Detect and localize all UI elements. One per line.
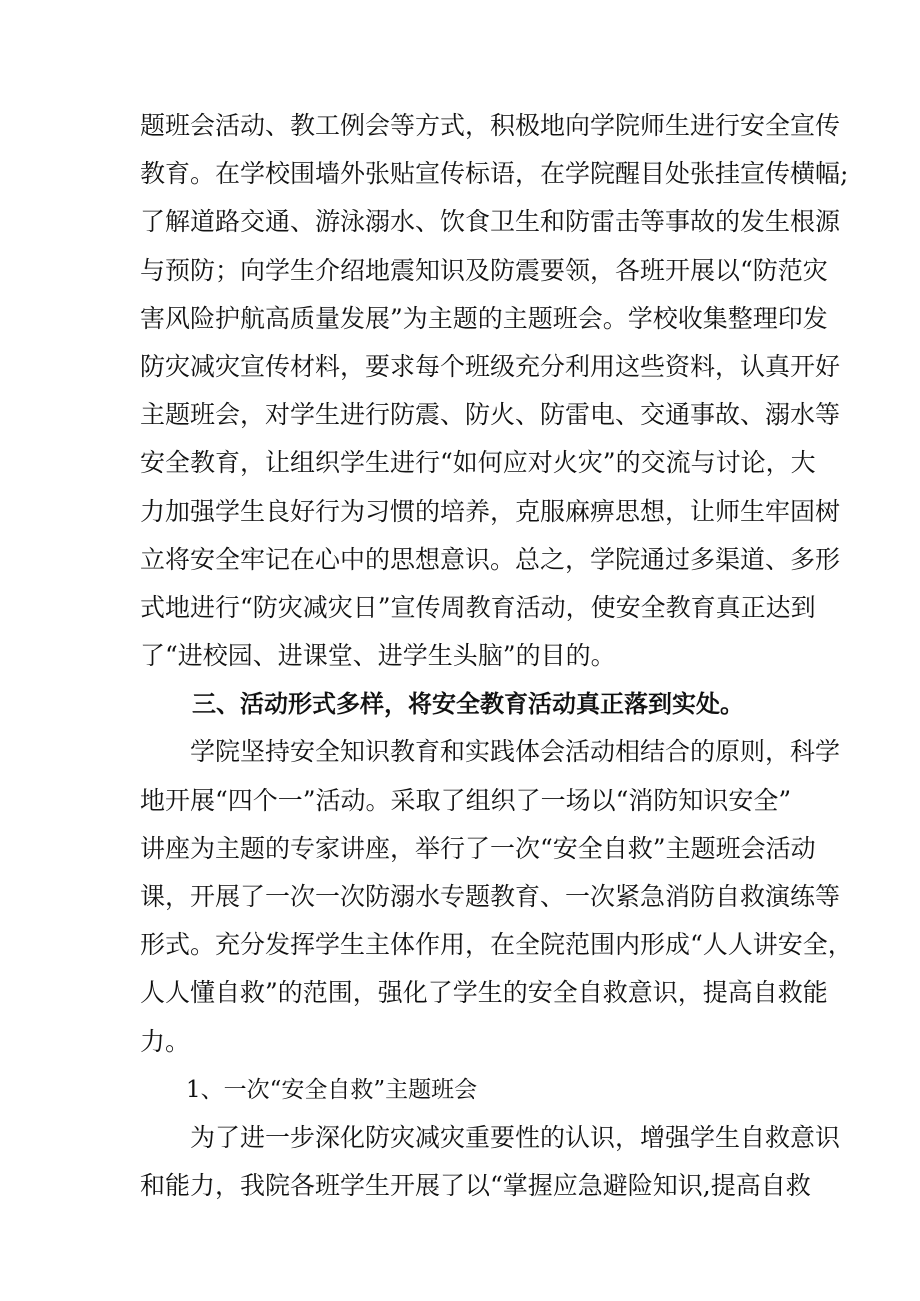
paragraph-line: 安全教育，让组织学生进行“如何应对火灾”的交流与讨论，大 [140, 448, 816, 478]
paragraph-line: 与预防；向学生介绍地震知识及防震要领，各班开展以“防范灾 [140, 255, 828, 285]
paragraph-line: 和能力，我院各班学生开展了以“掌握应急避险知识,提高自救 [140, 1171, 811, 1201]
paragraph-line: 式地进行“防灾减灾日”宣传周教育活动，使安全教育真正达到 [140, 592, 816, 622]
paragraph-line: 主题班会，对学生进行防震、防火、防雷电、交通事故、溺水等 [140, 400, 841, 430]
paragraph-line: 害风险护航高质量发展”为主题的主题班会。学校收集整理印发 [140, 303, 828, 333]
paragraph-line: 立将安全牢记在心中的思想意识。总之，学院通过多渠道、多形 [140, 544, 841, 574]
paragraph-line: 讲座为主题的专家讲座，举行了一次“安全自救”主题班会活动 [140, 833, 816, 863]
subsection-heading: 1、一次“安全自救”主题班会 [186, 1076, 478, 1103]
paragraph-line: 为了进一步深化防灾减灾重要性的认识，增强学生自救意识 [190, 1122, 841, 1152]
paragraph-line: 题班会活动、教工例会等方式，积极地向学院师生进行安全宣传 [140, 111, 841, 140]
paragraph-line: 防灾减灾宣传材料，要求每个班级充分利用这些资料，认真开好 [140, 351, 841, 381]
paragraph-line: 地开展“四个一”活动。采取了组织了一场以“消防知识安全” [140, 785, 792, 815]
paragraph-line: 力加强学生良好行为习惯的培养，克服麻痹思想，让师生牢固树 [140, 496, 841, 526]
paragraph-line: 了解道路交通、游泳溺水、饮食卫生和防雷击等事故的发生根源 [140, 207, 841, 237]
paragraph-line: 学院坚持安全知识教育和实践体会活动相结合的原则，科学 [190, 737, 841, 767]
paragraph-line: 形式。充分发挥学生主体作用，在全院范围内形成“人人讲安全， [140, 930, 853, 960]
paragraph-line: 课，开展了一次一次防溺水专题教育、一次紧急消防自救演练等 [140, 882, 841, 911]
paragraph-line: 了“进校园、进课堂、进学生头脑”的目的。 [140, 641, 616, 671]
document-body [140, 102, 853, 1210]
paragraph-line: 人人懂自救”的范围，强化了学生的安全自救意识，提高自救能 [140, 978, 828, 1008]
paragraph-line: 力。 [140, 1026, 191, 1056]
section-heading: 三、活动形式多样，将安全教育活动真正落到实处。 [192, 690, 744, 719]
paragraph-line: 教育。在学校围墙外张贴宣传标语，在学院醒目处张挂宣传横幅; [140, 159, 849, 189]
